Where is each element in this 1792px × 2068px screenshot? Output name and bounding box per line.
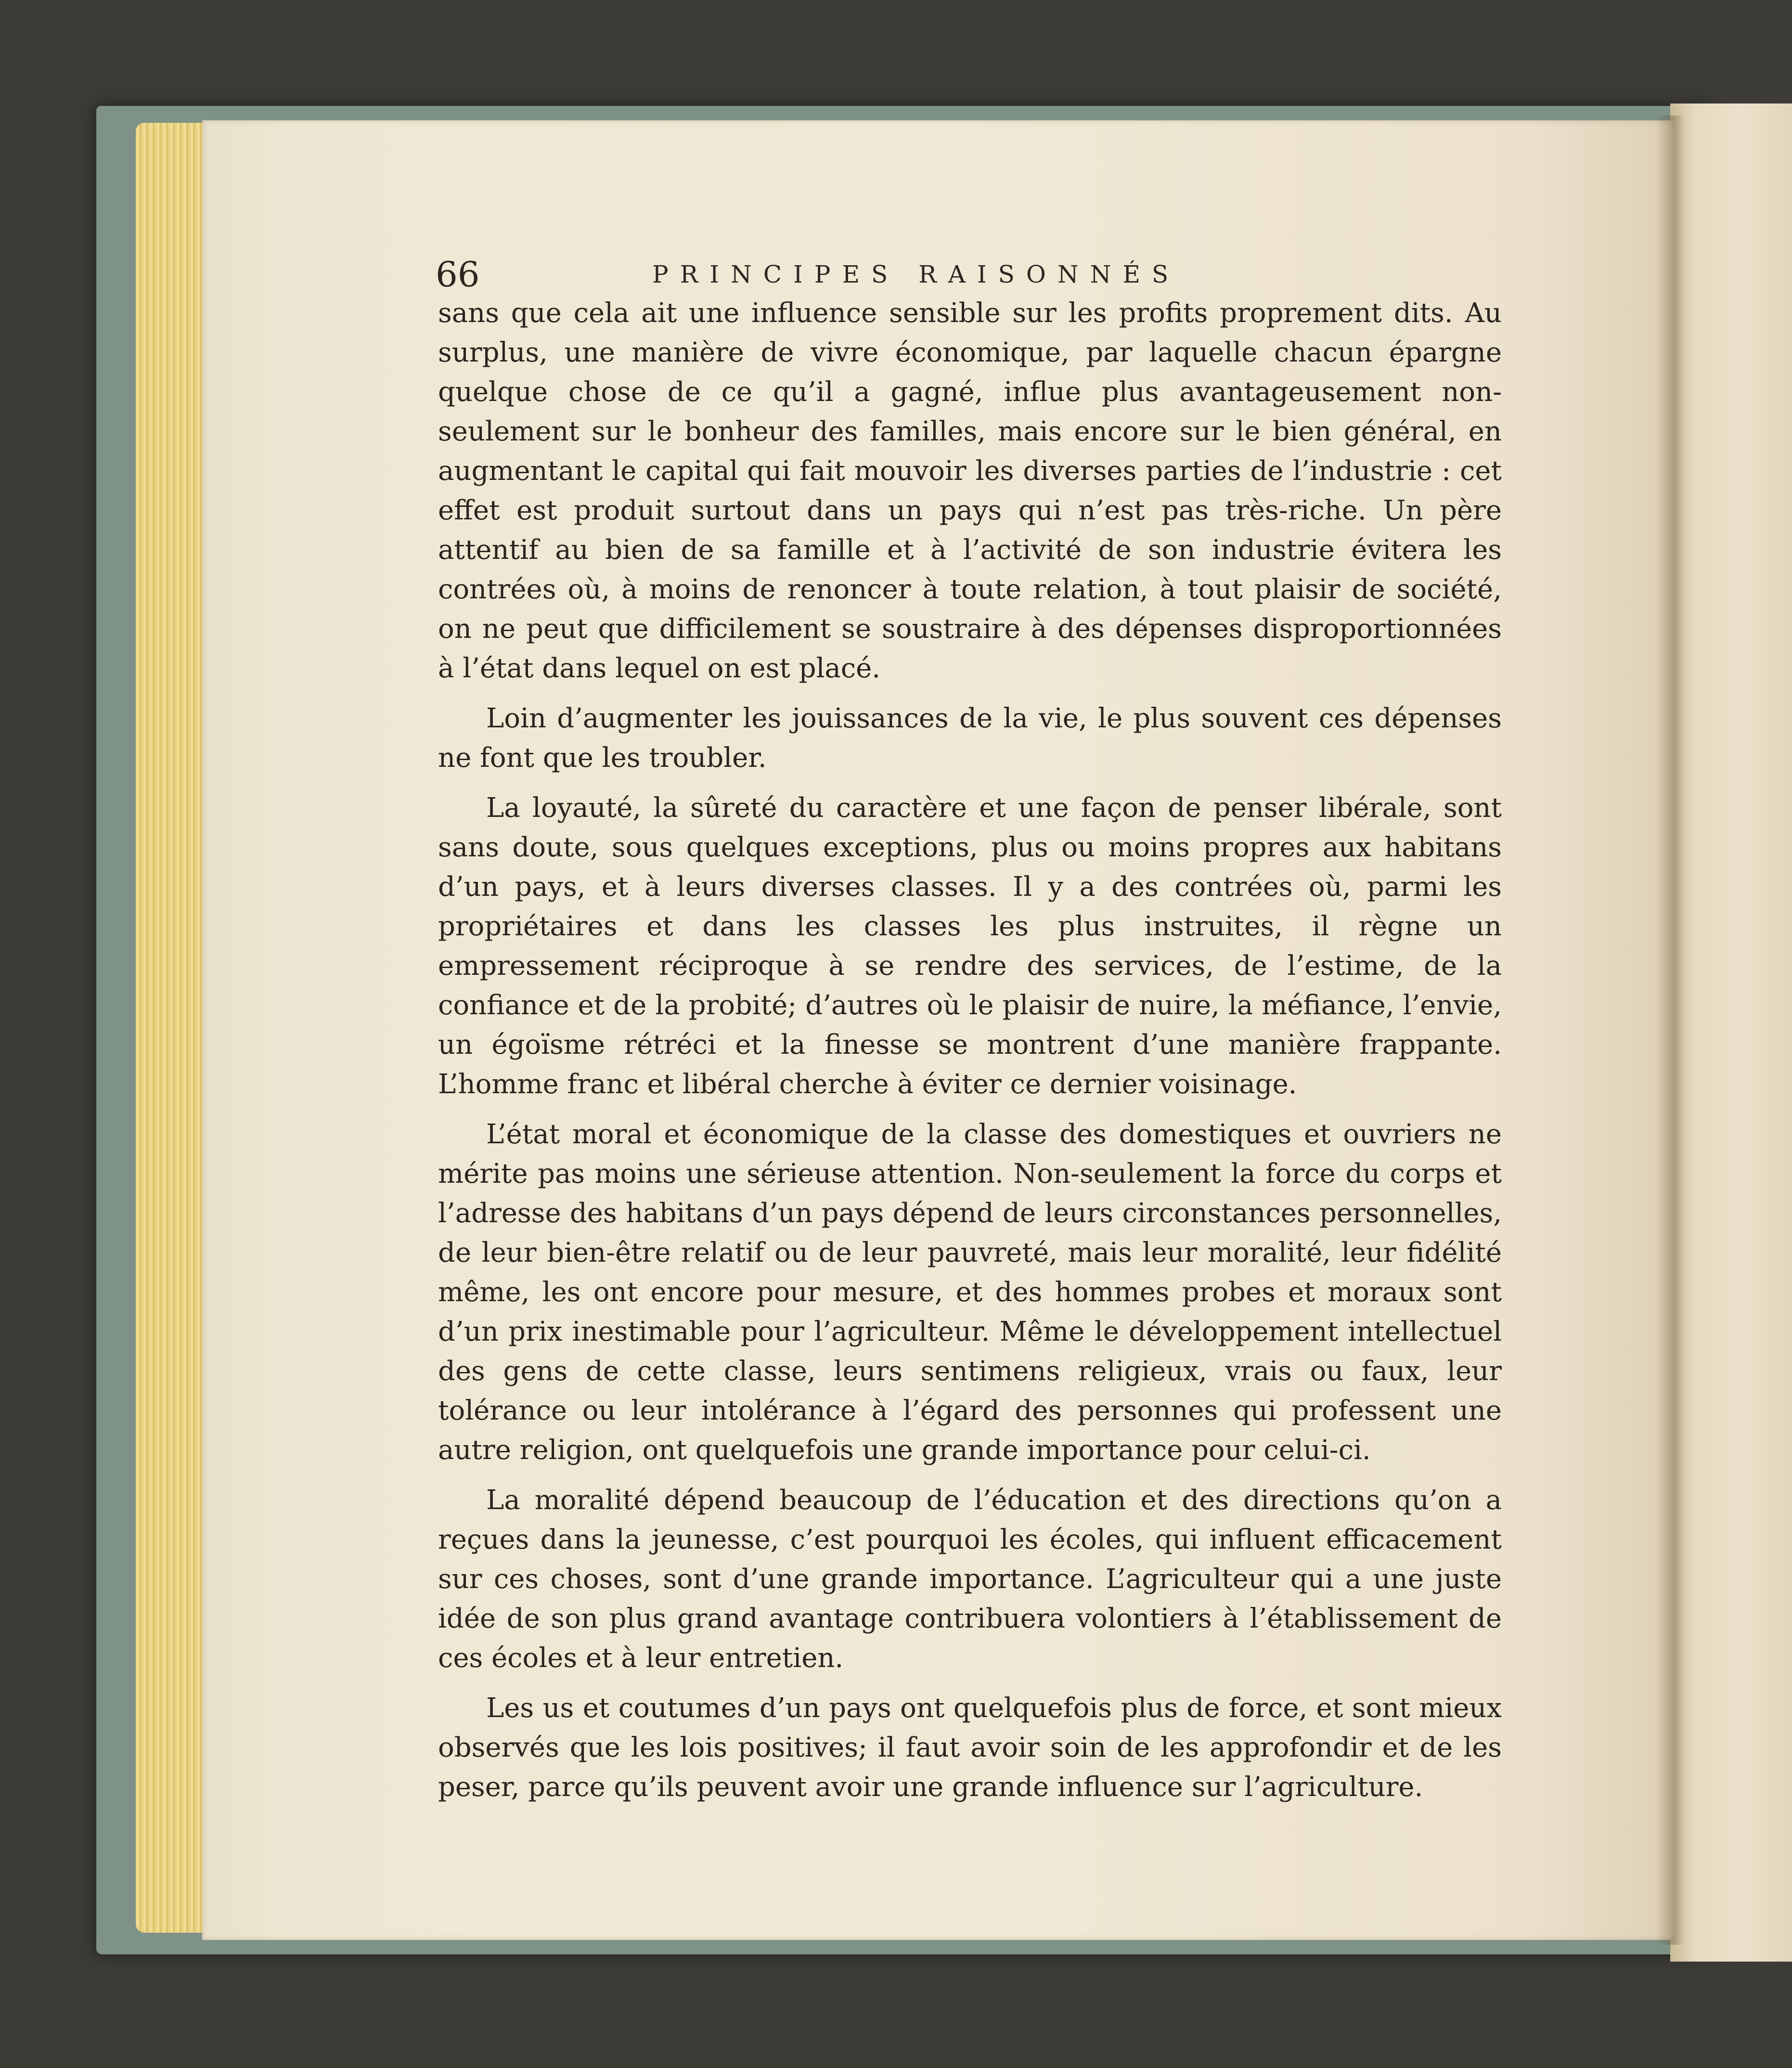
paragraph: L’état moral et économique de la classe des domestiques et ouvriers ne mérite pas moins une sérieuse attention. Non-seulement la force du corps et l’adresse des habitans d’un pays dépend de leurs circonstances personnelles, de leur bien-être relatif ou de leur pauvreté, mais leur moralité, leur fidélité même, les ont encore pour mesure, et des hommes probes et moraux sont d’un prix inestimable pour l’agriculteur. Même le développement intellectuel des gens de cette classe, leurs sentimens religieux, vrais ou faux, leur tolérance ou leur intolérance à l’égard des personnes qui professent une autre religion, ont quelquefois une grande importance pour celui-ci. [438,1119,1502,1466]
body-text [438,294,1502,1818]
paragraph: La moralité dépend beaucoup de l’éducation et des directions qu’on a reçues dans la jeunesse, c’est pourquoi les écoles, qui influent efficacement sur ces choses, sont d’une grande importance. L’agriculteur qui a une juste idée de son plus grand avantage contribuera volontiers à l’établissement de ces écoles et à leur entretien. [438,1485,1502,1674]
page-number: 66 [436,254,480,295]
paragraph: Loin d’augmenter les jouissances de la vie, le plus souvent ces dépenses ne font que les troubler. [438,703,1502,774]
book-gutter [1656,116,1685,1945]
running-title: PRINCIPES RAISONNÉS [652,260,1180,288]
paragraph: sans que cela ait une influence sensible sur les profits proprement dits. Au surplus, une manière de vivre économique, par laquelle chacun épargne quelque chose de ce qu’il a gagné, influe plus avantageusement non-seulement sur le bonheur des familles, mais encore sur le bien général, en augmentant le capital qui fait mouvoir les diverses parties de l’industrie : cet effet est produit surtout dans un pays qui n’est pas très-riche. Un père attentif au bien de sa famille et à l’activité de son industrie évitera les contrées où, à moins de renoncer à toute relation, à tout plaisir de société, on ne peut que difficilement se soustraire à des dépenses disproportionnées à l’état dans lequel on est placé. [438,297,1502,684]
page-header [436,248,1485,301]
paragraph: La loyauté, la sûreté du caractère et une façon de penser libérale, sont sans doute, sous quelques exceptions, plus ou moins propres aux habitans d’un pays, et à leurs diverses classes. Il y a des contrées où, parmi les propriétaires et dans les classes les plus instruites, il règne un empressement réciproque à se rendre des services, de l’estime, de la confiance et de la probité; d’autres où le plaisir de nuire, la méfiance, l’envie, un égoïsme rétréci et la finesse se montrent d’une manière frappante. L’homme franc et libéral cherche à éviter ce dernier voisinage. [438,792,1502,1100]
paragraph: Les us et coutumes d’un pays ont quelquefois plus de force, et sont mieux observés que les lois positives; il faut avoir soin de les approfondir et de les peser, parce qu’ils peuvent avoir une grande influence sur l’agriculture. [438,1693,1502,1803]
right-page-edge [1670,103,1792,1962]
